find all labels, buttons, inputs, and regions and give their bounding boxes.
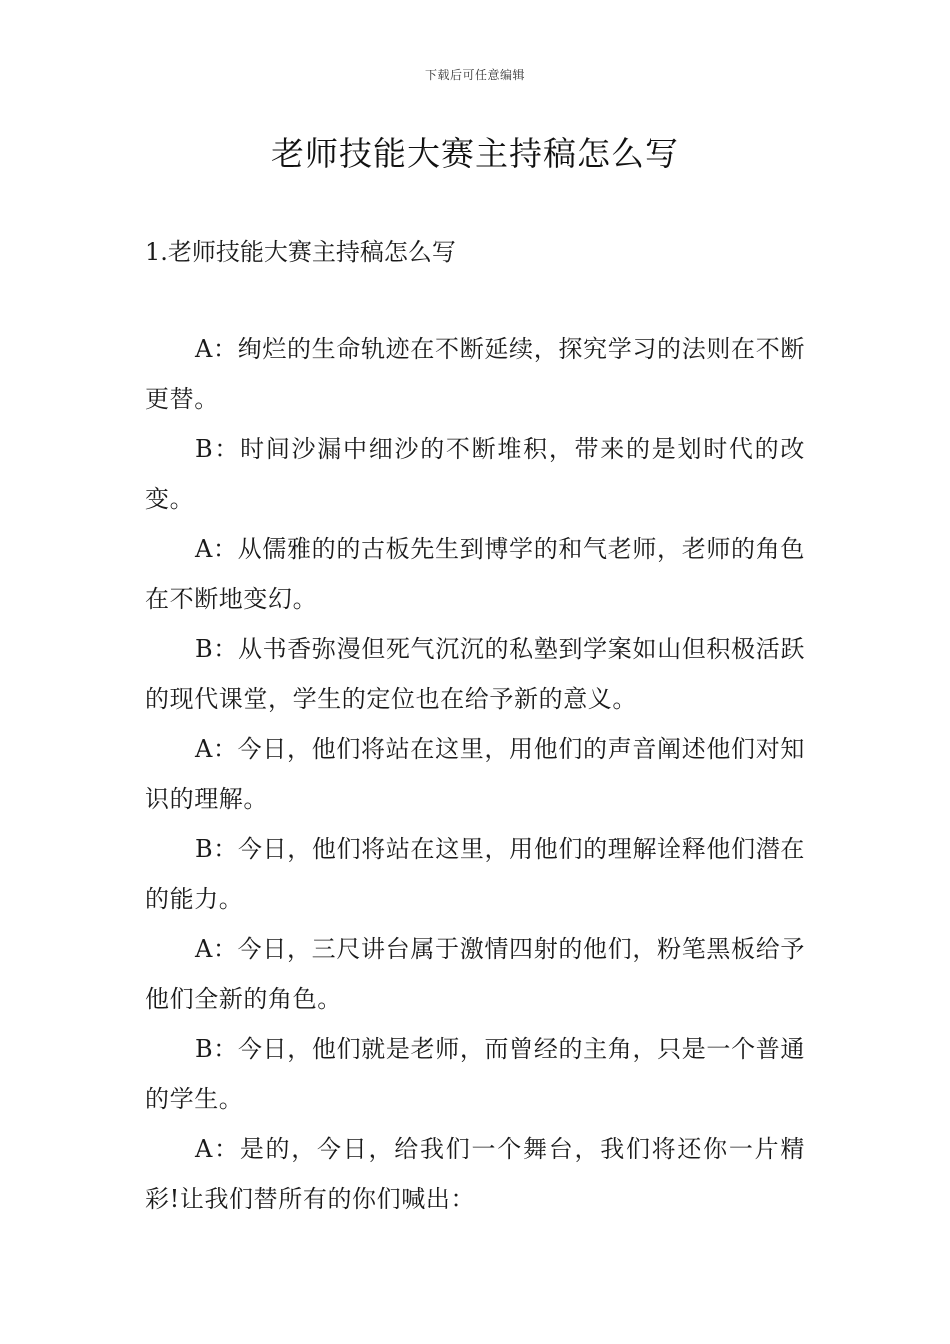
- paragraph-7: A：今日，三尺讲台属于激情四射的他们，粉笔黑板给予他们全新的角色。: [145, 935, 805, 1013]
- paragraph-3: A：从儒雅的的古板先生到博学的和气老师，老师的角色在不断地变幻。: [145, 535, 805, 613]
- document-body: [145, 324, 805, 1224]
- paragraph-4: B：从书香弥漫但死气沉沉的私塾到学案如山但积极活跃的现代课堂，学生的定位也在给予新的意义。: [145, 635, 805, 713]
- section-heading: 1.老师技能大赛主持稿怎么写: [145, 238, 456, 266]
- paragraph-5: A：今日，他们将站在这里，用他们的声音阐述他们对知识的理解。: [145, 735, 805, 813]
- header-note: 下载后可任意编辑: [424, 68, 525, 82]
- document-title: 老师技能大赛主持稿怎么写: [271, 134, 679, 173]
- paragraph-9: A：是的，今日，给我们一个舞台，我们将还你一片精彩!让我们替所有的你们喊出：: [145, 1135, 805, 1213]
- paragraph-8: B：今日，他们就是老师，而曾经的主角，只是一个普通的学生。: [145, 1035, 805, 1113]
- paragraph-6: B：今日，他们将站在这里，用他们的理解诠释他们潜在的能力。: [145, 835, 805, 913]
- paragraph-2: B：时间沙漏中细沙的不断堆积，带来的是划时代的改变。: [145, 435, 805, 513]
- paragraph-1: A：绚烂的生命轨迹在不断延续，探究学习的法则在不断更替。: [145, 335, 805, 413]
